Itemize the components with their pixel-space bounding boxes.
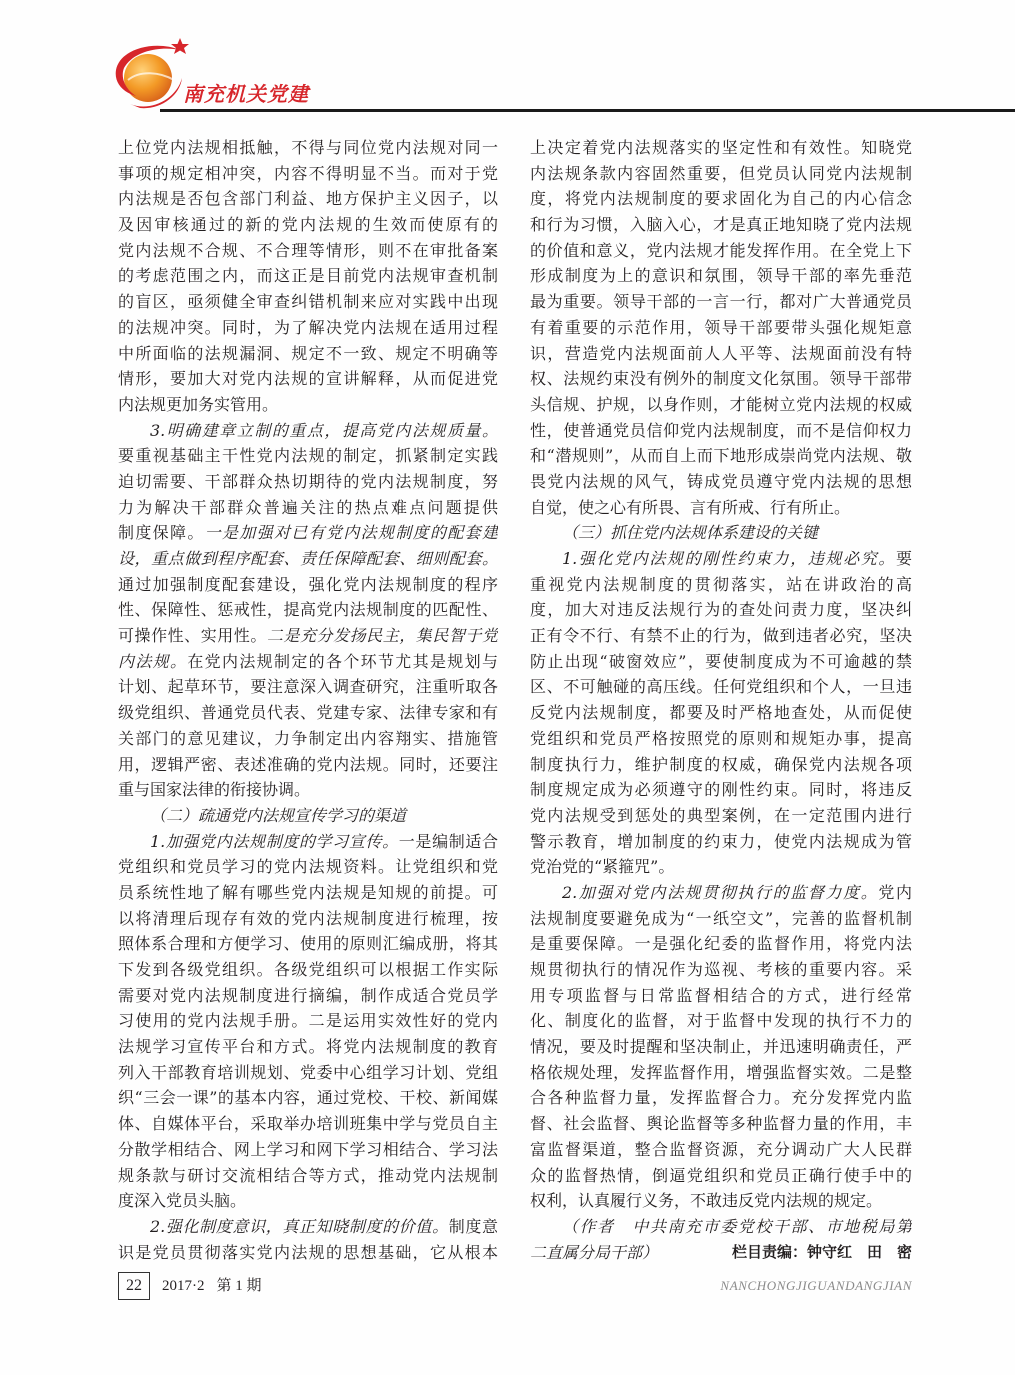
body-text: 计划、起草环节，要注意深入调查研究，注重听取各 (118, 677, 498, 697)
text-line (530, 597, 912, 623)
text-line (118, 135, 498, 161)
text-line (530, 366, 912, 392)
emphasis-text: 2.加强对党内法规贯彻执行的监督力度。 (562, 882, 879, 902)
text-line (530, 161, 912, 187)
body-text: 用专项监督与日常监督相结合的方式，进行经常 (530, 985, 912, 1005)
text-line (530, 1214, 912, 1240)
paragraph (118, 803, 498, 829)
emphasis-text: 设，重点做到程序配套、责任保障配套、细则配套。 (118, 549, 498, 568)
body-text: 区、不可触碰的高压线。任何党组织和个人，一旦违 (530, 677, 912, 697)
text-line (118, 289, 498, 315)
body-text: 内法规条款内容固然重要，但党员认同党内法规制 (530, 163, 912, 183)
text-line (530, 392, 912, 418)
body-text: 习使用的党内法规手册。二是运用实效性好的党内 (118, 1011, 498, 1031)
body-text: 要重视基础主干性党内法规的制定，抓紧制定实践 (118, 446, 498, 466)
text-line (118, 1240, 498, 1266)
issue-date: 2017·2 (162, 1278, 205, 1294)
text-line (530, 1085, 912, 1111)
text-line (530, 906, 912, 932)
emphasis-text: 3.明确建章立制的重点，提高党内法规质量。 (150, 420, 498, 440)
editor-credit: 栏目责编：钟守红 田 密 (731, 1242, 912, 1261)
body-text: 党组织和党员严格按照党的原则和规矩办事，提高 (530, 728, 912, 748)
text-line (530, 572, 912, 598)
body-text: 情形，要加大对党内法规的宣讲解释，从而促进党 (118, 369, 498, 389)
body-text: 制度意 (448, 1216, 498, 1236)
body-text: 党内 (878, 882, 912, 902)
text-line (118, 520, 498, 546)
body-text: 体、自媒体平台，采取举办培训班集中学与党员自主 (118, 1114, 498, 1134)
author-note (530, 1214, 912, 1265)
paragraph (118, 829, 498, 1214)
body-text: 的价值和意义，党内法规才能发挥作用。在全党上下 (530, 240, 912, 260)
text-line (530, 854, 912, 880)
page-footer (118, 1272, 912, 1300)
body-text: 级党组织、普通党员代表、党建专家、法律专家和有 (118, 703, 498, 723)
body-text: 的考虑范围之内，而这正是目前党内法规审查机制 (118, 266, 498, 286)
body-text: 党组织和党员学习的党内法规资料。让党组织和党 (118, 857, 498, 877)
text-line (530, 495, 912, 521)
body-text: 迫切需要、干部群众热切期待的党内法规制度，努 (118, 471, 498, 491)
text-line (530, 469, 912, 495)
text-line (530, 418, 912, 444)
body-text: 格依规处理，发挥监督作用，增强监督实效。二是整 (530, 1062, 912, 1082)
text-line (118, 803, 498, 829)
body-text: 性、保障性、惩戒性，提高党内法规制度的匹配性、 (118, 600, 498, 620)
left-column (118, 135, 498, 1265)
text-line (118, 238, 498, 264)
text-line (530, 803, 912, 829)
text-line (530, 1111, 912, 1137)
body-text: 织“三会一课”的基本内容，通过党校、干校、新闻媒 (118, 1088, 498, 1108)
body-text: 分散学相结合、网上学习和网下学习相结合、学习法 (118, 1139, 498, 1159)
body-text: 化、制度化的监督，对于监督中发现的执行不力的 (530, 1011, 912, 1031)
text-line (118, 623, 498, 649)
body-text: 规条款与研讨交流相结合等方式，推动党内法规制 (118, 1165, 498, 1185)
body-text: 督、社会监督、舆论监督等多种监督力量的作用，丰 (530, 1114, 912, 1134)
body-text: 度，将党内法规制度的要求固化为自己的内心信念 (530, 189, 912, 209)
body-text: 和行为习惯，入脑入心，才是真正地知晓了党内法规 (530, 215, 912, 235)
text-line (530, 649, 912, 675)
emphasis-text: 1.强化党内法规的刚性约束力，违规必究。 (562, 549, 896, 568)
body-text: 照体系合理和方便学习、使用的原则汇编成册，将其 (118, 934, 498, 954)
body-text: 中所面临的法规漏洞、规定不一致、规定不明确等 (118, 343, 498, 363)
paragraph (530, 135, 912, 520)
text-line (530, 1060, 912, 1086)
magazine-pinyin: NANCHONGJIGUANDANGJIAN (720, 1278, 912, 1293)
text-line (530, 443, 912, 469)
text-line (530, 674, 912, 700)
body-text: 最为重要。领导干部的一言一行，都对广大普通党员 (530, 292, 912, 312)
text-line (118, 957, 498, 983)
text-line (530, 238, 912, 264)
text-line (530, 186, 912, 212)
text-line (530, 752, 912, 778)
body-text: 权利，认真履行义务，不敢违反党内法规的规定。 (530, 1191, 883, 1211)
text-line (118, 829, 498, 855)
text-line (530, 263, 912, 289)
body-text: 众的监督热情，倒逼党组织和党员正确行使手中的 (530, 1165, 912, 1185)
text-line (118, 880, 498, 906)
text-line (118, 418, 498, 444)
text-line (118, 546, 498, 572)
body-text: 下发到各级党组织。各级党组织可以根据工作实际 (118, 960, 498, 979)
text-line (530, 1137, 912, 1163)
text-line (530, 135, 912, 161)
body-text: 及因审核通过的新的党内法规的生效而使原有的 (118, 215, 498, 235)
text-line (530, 931, 912, 957)
body-text: 重视党内法规制度的贯彻落实，站在讲政治的高 (530, 574, 912, 594)
text-line (118, 186, 498, 212)
emphasis-text: 一是加强对已有党内法规制度的配套建 (204, 523, 498, 543)
author-affiliation: 二直属分局干部） (530, 1242, 659, 1262)
right-column (530, 135, 912, 1265)
text-line (118, 674, 498, 700)
body-text: 规贯彻执行的情况作为巡视、考核的重要内容。采 (530, 960, 912, 979)
body-text: 是重要保障。一是强化纪委的监督作用，将党内法 (530, 934, 912, 954)
text-line (530, 829, 912, 855)
paragraph (118, 1214, 498, 1265)
body-text: 制度执行力，维护制度的权威，确保党内法规各项 (530, 754, 912, 774)
text-line (530, 341, 912, 367)
text-line (118, 366, 498, 392)
text-line (530, 880, 912, 906)
body-text: 关部门的意见建议，力争制定出内容翔实、措施管 (118, 728, 498, 748)
text-line (118, 263, 498, 289)
body-text: 防止出现“破窗效应”，要使制度成为不可逾越的禁 (530, 651, 912, 671)
paragraph (530, 546, 912, 880)
body-text: 法规学习宣传平台和方式。将党内法规制度的教育 (118, 1037, 498, 1057)
text-line (118, 572, 498, 598)
text-line (530, 726, 912, 752)
body-text: 要 (895, 549, 912, 568)
text-line (118, 1137, 498, 1163)
body-text: 和“潜规则”，从而自上而下地形成崇尚党内法规、敬 (530, 446, 912, 466)
body-text: 形成制度为上的意识和氛围，领导干部的率先垂范 (530, 266, 912, 286)
text-line (530, 315, 912, 341)
text-line (530, 520, 912, 546)
body-text: 警示教育，增加制度的约束力，使党内法规成为管 (530, 831, 912, 851)
body-text: 合各种监督力量，发挥监督合力。充分发挥党内监 (530, 1088, 912, 1108)
issue-info (162, 1272, 262, 1300)
body-text: 可操作性、实用性。 (118, 626, 267, 646)
body-text: 正有令不行、有禁不止的行为，做到违者必究，坚决 (530, 626, 912, 646)
body-text: 度，加大对违反法规行为的查处问责力度，坚决纠 (530, 600, 912, 620)
text-line (118, 1060, 498, 1086)
emphasis-text: （三）抓住党内法规体系建设的关键 (562, 523, 819, 543)
text-line (118, 341, 498, 367)
body-text: 法规制度要避免成为“一纸空文”，完善的监督机制 (530, 908, 912, 928)
body-text: 党治党的“紧箍咒”。 (530, 857, 675, 877)
text-line (118, 700, 498, 726)
body-text: 有着重要的示范作用，领导干部要带头强化规矩意 (530, 317, 912, 337)
body-text: 以将清理后现存有效的党内法规制度进行梳理，按 (118, 908, 498, 928)
body-text: 内法规是否包含部门利益、地方保护主义因子，以 (118, 189, 498, 209)
text-line (118, 931, 498, 957)
body-text: 列入干部教育培训规划、党委中心组学习计划、党组 (118, 1062, 498, 1082)
text-line (530, 623, 912, 649)
emphasis-text: 二是充分发扬民主，集民智于党 (266, 626, 498, 646)
body-text: 的盲区，亟须健全审查纠错机制来应对实践中出现 (118, 292, 498, 312)
body-text: 需要对党内法规制度进行摘编，制作成适合党员学 (118, 985, 498, 1005)
body-text: 上决定着党内法规落实的坚定性和有效性。知晓党 (530, 138, 912, 157)
text-line (118, 469, 498, 495)
text-line (118, 1214, 498, 1240)
body-text: 权、法规约束没有例外的制度文化氛围。领导干部带 (530, 369, 912, 389)
text-line (118, 1163, 498, 1189)
header-rule (160, 109, 1015, 112)
text-line (530, 777, 912, 803)
body-text: 反党内法规制度，都要及时严格地查处，从而促使 (530, 703, 912, 723)
text-line (530, 546, 912, 572)
body-text: 头信规、护规，以身作则，才能树立党内法规的权威 (530, 394, 912, 414)
emphasis-text: （二）疏通党内法规宣传学习的渠道 (150, 805, 407, 825)
text-line (530, 1240, 912, 1266)
text-line (118, 906, 498, 932)
body-text: 力为解决干部群众普遍关注的热点难点问题提供 (118, 497, 498, 517)
text-line (530, 289, 912, 315)
text-line (530, 1163, 912, 1189)
body-text: 事项的规定相冲突，内容不得明显不当。而对于党 (118, 163, 498, 183)
body-text: 在党内法规制定的各个环节尤其是规划与 (187, 651, 498, 671)
body-text: 畏党内法规的风气，铸成党员遵守党内法规的思想 (530, 471, 912, 491)
body-text: 性，使普通党员信仰党内法规制度，而不是信仰权力 (530, 420, 912, 440)
text-line (118, 443, 498, 469)
text-line (118, 777, 498, 803)
text-line (118, 854, 498, 880)
issue-number: 第 1 期 (216, 1278, 262, 1294)
body-text: 富监督渠道，整合监督资源，充分调动广大人民群 (530, 1139, 912, 1159)
text-line (118, 212, 498, 238)
text-line (118, 726, 498, 752)
text-line (530, 212, 912, 238)
body-text: 党内法规不合规、不合理等情形，则不在审批备案 (118, 240, 498, 260)
body-text: 党内法规受到惩处的典型案例，在一定范围内进行 (530, 805, 912, 825)
text-line (118, 495, 498, 521)
page-number: 22 (118, 1272, 150, 1300)
text-line (530, 1008, 912, 1034)
body-text: 员系统性地了解有哪些党内法规是知规的前提。可 (118, 882, 498, 902)
text-line (118, 161, 498, 187)
text-line (118, 752, 498, 778)
author-affiliation: （作者 中共南充市委党校干部、市地税局第 (562, 1216, 912, 1236)
body-text: 通过加强制度配套建设，强化党内法规制度的程序 (118, 574, 498, 594)
text-line (530, 700, 912, 726)
text-line (118, 983, 498, 1009)
text-line (118, 1111, 498, 1137)
text-line (118, 1085, 498, 1111)
emphasis-text: 内法规。 (118, 651, 188, 671)
body-text: 重与国家法律的衔接协调。 (118, 780, 311, 800)
paragraph (118, 418, 498, 803)
body-text: 上位党内法规相抵触，不得与同位党内法规对同一 (118, 138, 498, 157)
text-line (118, 315, 498, 341)
text-line (118, 1008, 498, 1034)
paragraph (530, 520, 912, 546)
body-text: 一是编制适合 (398, 831, 498, 851)
body-text: 的法规冲突。同时，为了解决党内法规在适用过程 (118, 317, 498, 337)
body-text: 制度规定成为必须遵守的刚性约束。同时，将违反 (530, 780, 912, 800)
body-text: 自觉，使之心有所畏、言有所戒、行有所止。 (530, 497, 851, 517)
text-line (118, 1034, 498, 1060)
emphasis-text: 1.加强党内法规制度的学习宣传。 (150, 831, 399, 851)
paragraph (530, 880, 912, 1214)
body-text: 度深入党员头脑。 (118, 1191, 247, 1211)
paragraph (118, 135, 498, 418)
emphasis-text: 2.强化制度意识，真正知晓制度的价值。 (150, 1216, 449, 1236)
text-line (118, 649, 498, 675)
text-line (530, 957, 912, 983)
text-line (530, 1188, 912, 1214)
text-line (530, 1034, 912, 1060)
body-text: 识，营造党内法规面前人人平等、法规面前没有特 (530, 343, 912, 363)
body-text: 用，逻辑严密、表述准确的党内法规。同时，还要注 (118, 754, 498, 774)
text-line (118, 392, 498, 418)
body-text: 制度保障。 (118, 523, 205, 543)
body-text: 情况，要及时提醒和坚决制止，并迅速明确责任，严 (530, 1037, 912, 1057)
text-line (118, 1188, 498, 1214)
body-text: 识是党员贯彻落实党内法规的思想基础，它从根本 (118, 1242, 498, 1262)
magazine-title: 南充机关党建 (183, 82, 309, 106)
body-text: 内法规更加务实管用。 (118, 394, 279, 414)
text-line (530, 983, 912, 1009)
text-line (118, 597, 498, 623)
